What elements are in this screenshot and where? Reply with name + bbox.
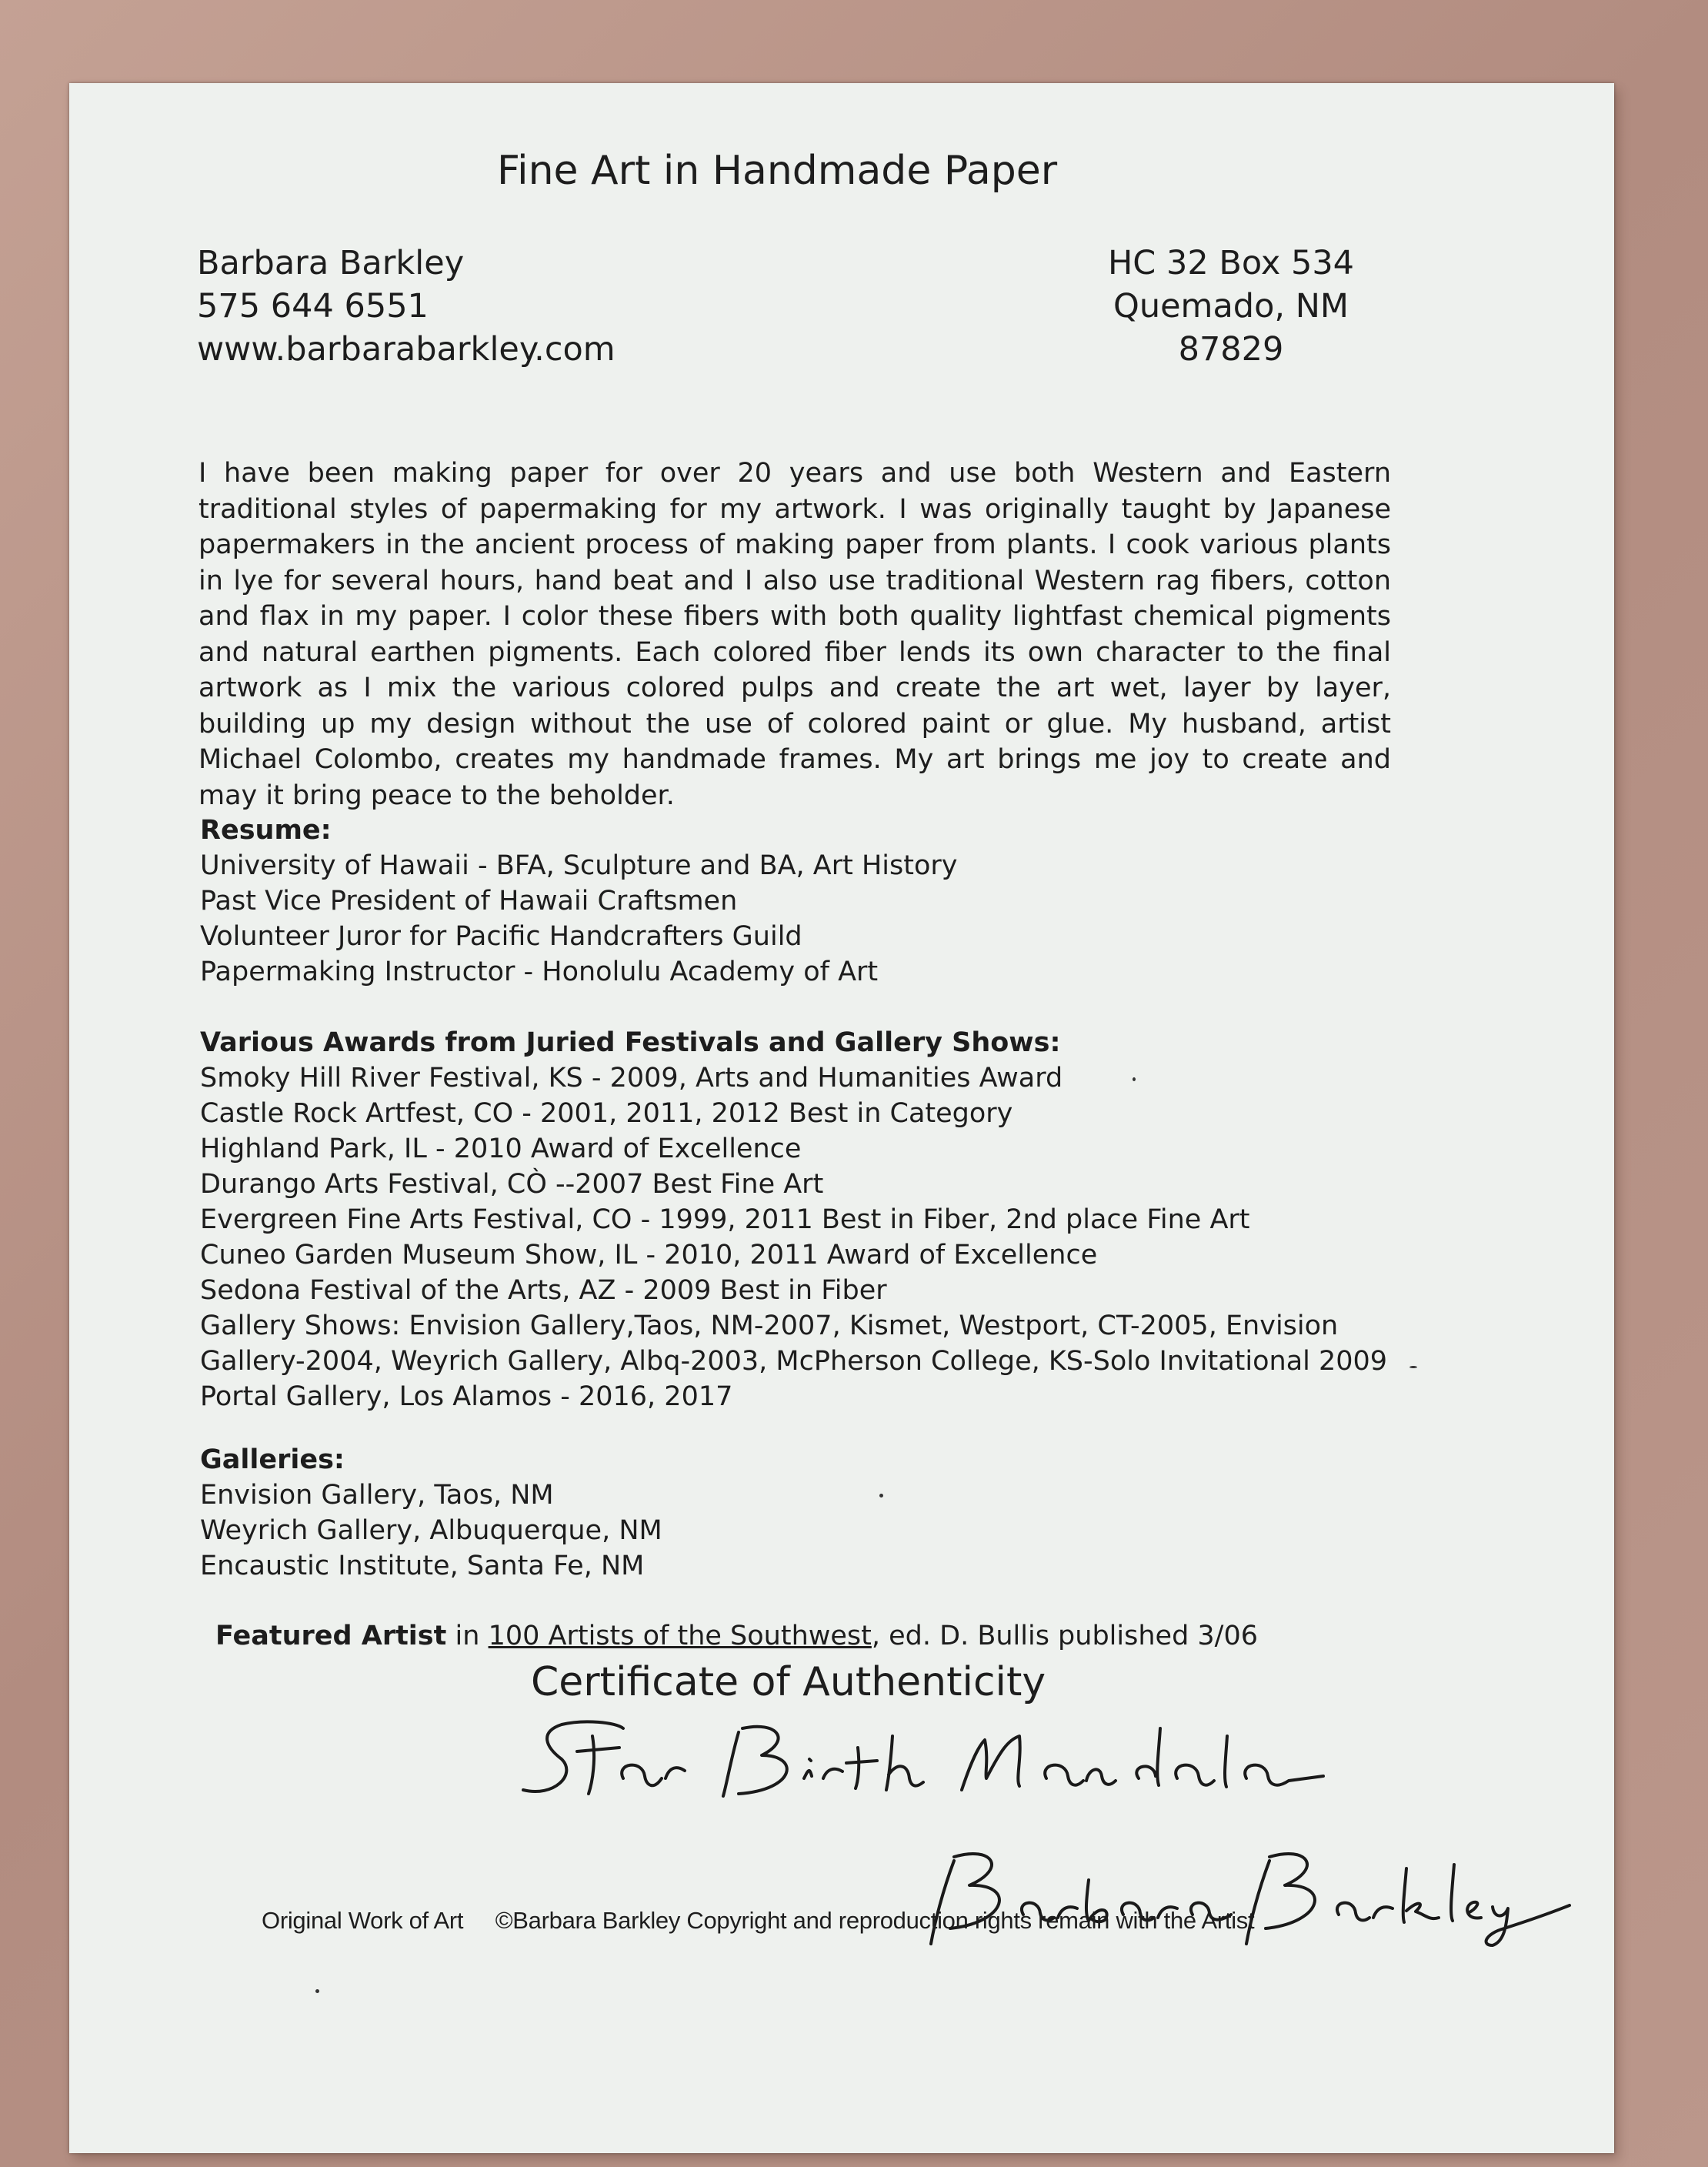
awards-list [200, 1060, 1387, 1414]
document-title: Fine Art in Handmade Paper [497, 148, 1058, 194]
resume-list [200, 848, 957, 990]
paper-speck [1133, 1077, 1136, 1081]
list-item: Envision Gallery, Taos, NM [200, 1480, 554, 1511]
copyright-footer [262, 1907, 1254, 1935]
address-line-3: 87829 [1178, 330, 1284, 369]
galleries-section [200, 1442, 662, 1584]
featured-artist-line [215, 1621, 1258, 1651]
list-item: Gallery Shows: Envision Gallery,Taos, NM-2007, Kismet, Westport, CT-2005, Envision [200, 1311, 1339, 1341]
list-item: Smoky Hill River Festival, KS - 2009, Arts and Humanities Award [200, 1063, 1063, 1094]
featured-label: Featured Artist [215, 1621, 447, 1651]
awards-section [200, 1025, 1387, 1414]
certificate-sheet [69, 83, 1614, 2153]
galleries-heading: Galleries: [200, 1444, 345, 1475]
list-item: Highland Park, IL - 2010 Award of Excellence [200, 1134, 802, 1164]
artist-statement [198, 456, 1391, 813]
handwritten-artwork-title [508, 1705, 1393, 1805]
list-item: Gallery-2004, Weyrich Gallery, Albq-2003, McPherson College, KS-Solo Invitational 2009 [200, 1346, 1388, 1377]
statement-text: I have been making paper for over 20 years and use both Western and Eastern traditional styles of papermaking for my artwork. I was originally taught by Japanese papermakers in the ancient process of making paper from plants. I cook various plants in lye for several hours, hand beat and I also use traditional Western rag fibers, cotton and flax in my paper. I color these fibers with both quality lightfast chemical pigments and natural earthen pigments. Each colored fiber lends its own character to the final artwork as I mix the various colored pulps and create the art wet, layer by layer, building up my design without the use of colored paint or glue. My husband, artist Michael Colombo, creates my handmade frames. My art brings me joy to create and may it bring peace to the beholder. [198, 458, 1391, 811]
list-item: Cuneo Garden Museum Show, IL - 2010, 2011 Award of Excellence [200, 1240, 1098, 1270]
artist-name: Barbara Barkley [197, 244, 465, 282]
paper-speck [1409, 1366, 1417, 1368]
paper-speck [315, 1989, 319, 1993]
copyright-notice: ©Barbara Barkley Copyright and reproduction rights remain with the Artist [495, 1907, 1255, 1934]
list-item: University of Hawaii - BFA, Sculpture and BA, Art History [200, 850, 958, 881]
galleries-list [200, 1478, 662, 1584]
featured-book-title: 100 Artists of the Southwest [488, 1621, 872, 1651]
featured-details: , ed. D. Bullis published 3/06 [871, 1621, 1259, 1651]
list-item: Papermaking Instructor - Honolulu Academy of Art [200, 957, 879, 987]
list-item: Castle Rock Artfest, CO - 2001, 2011, 2012 Best in Category [200, 1098, 1013, 1129]
list-item: Durango Arts Festival, CÒ --2007 Best Fine Art [200, 1169, 824, 1200]
artist-signature [908, 1838, 1585, 1953]
list-item: Sedona Festival of the Arts, AZ - 2009 Best in Fiber [200, 1275, 887, 1306]
awards-heading: Various Awards from Juried Festivals and Gallery Shows: [200, 1027, 1061, 1058]
list-item: Weyrich Gallery, Albuquerque, NM [200, 1515, 662, 1546]
paper-speck [879, 1494, 883, 1498]
artist-address [1089, 242, 1373, 371]
address-line-1: HC 32 Box 534 [1107, 244, 1355, 282]
list-item: Volunteer Juror for Pacific Handcrafters Guild [200, 921, 802, 952]
original-work-label: Original Work of Art [262, 1907, 464, 1934]
address-line-2: Quemado, NM [1113, 287, 1349, 326]
resume-section [200, 813, 957, 990]
artist-website: www.barbarabarkley.com [197, 330, 615, 369]
certificate-heading: Certificate of Authenticity [531, 1659, 1046, 1705]
list-item: Past Vice President of Hawaii Craftsmen [200, 886, 738, 917]
list-item: Encaustic Institute, Santa Fe, NM [200, 1551, 645, 1581]
list-item: Evergreen Fine Arts Festival, CO - 1999, 2011 Best in Fiber, 2nd place Fine Art [200, 1204, 1250, 1235]
artist-phone: 575 644 6551 [197, 287, 429, 326]
resume-heading: Resume: [200, 815, 332, 846]
list-item: Portal Gallery, Los Alamos - 2016, 2017 [200, 1381, 733, 1412]
artist-contact [197, 242, 615, 371]
featured-in: in [455, 1621, 480, 1651]
